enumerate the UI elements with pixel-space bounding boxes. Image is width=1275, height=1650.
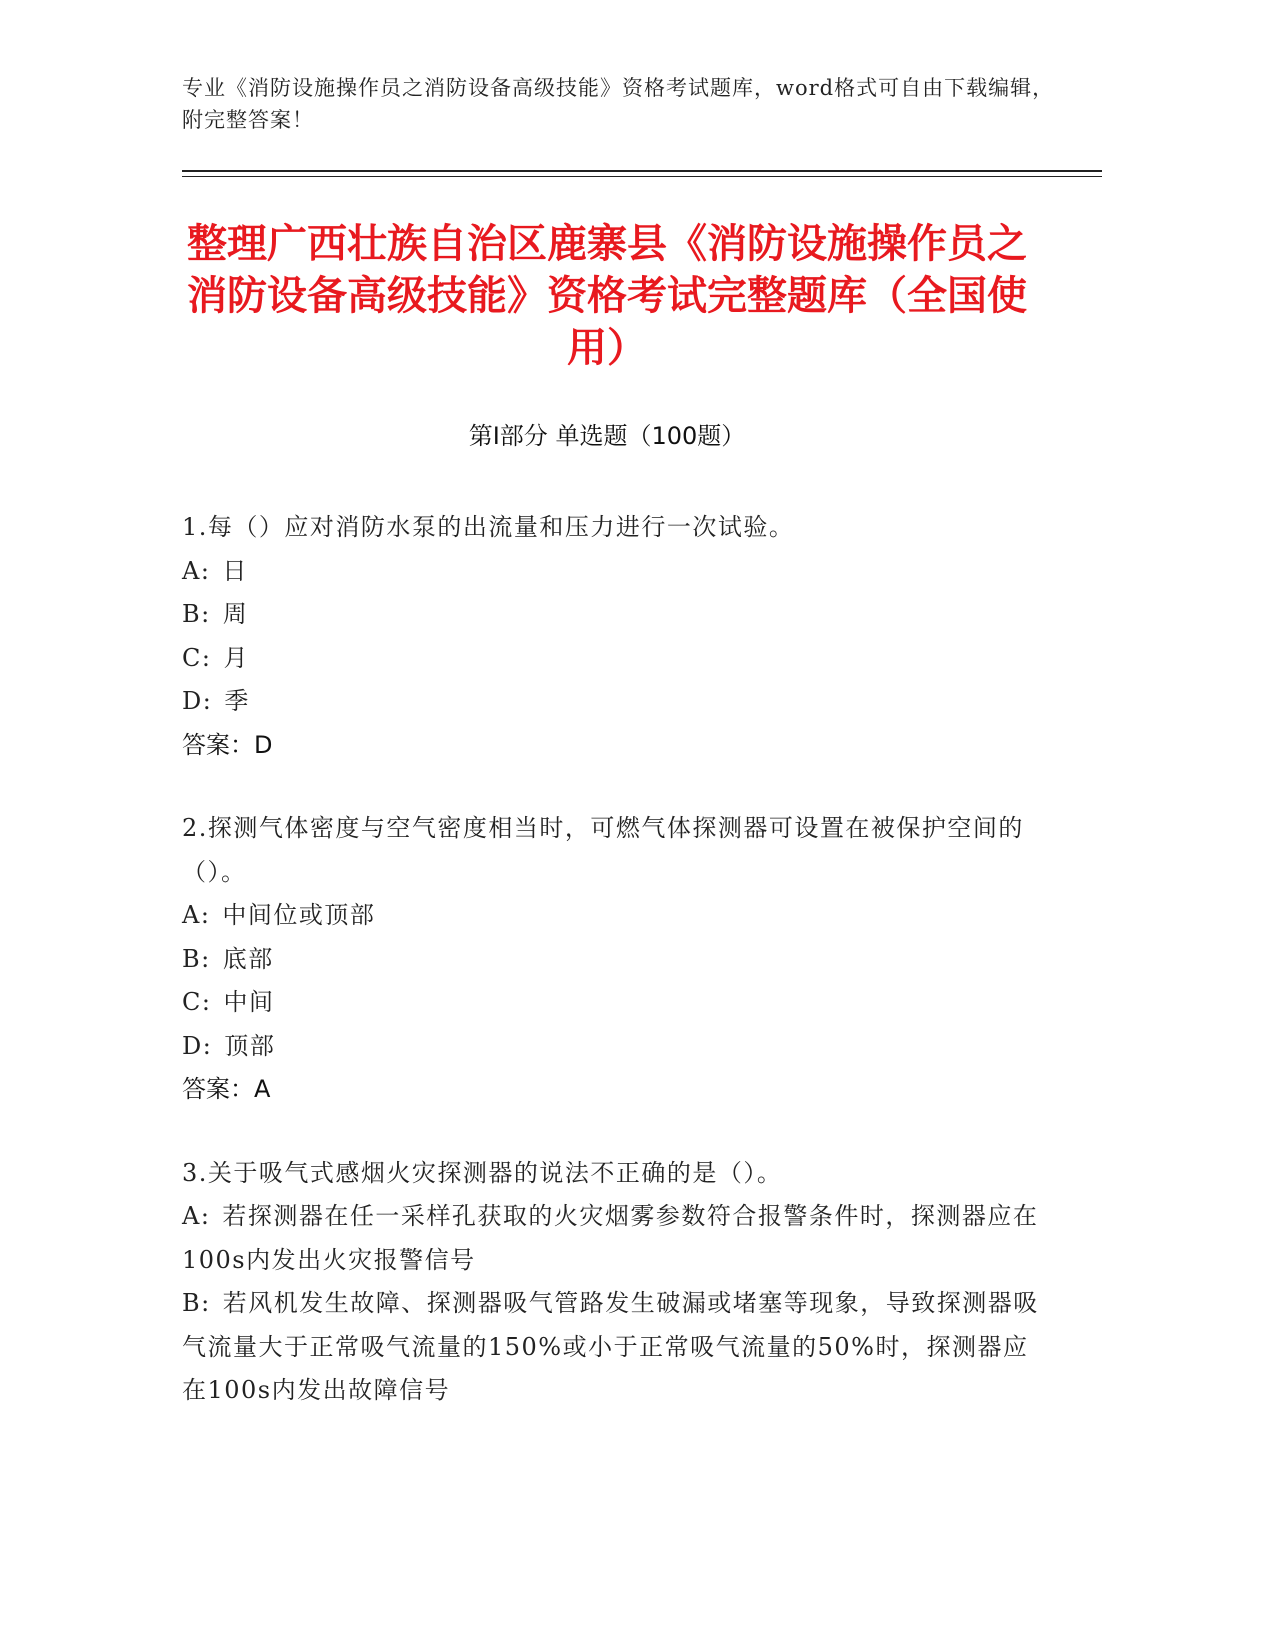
option-text: 中间位或顶部: [222, 901, 376, 929]
answer-option: [182, 938, 1042, 982]
option-key: A:: [182, 901, 211, 929]
question-list: [182, 506, 1042, 1453]
header-rule-thick: [182, 170, 1102, 172]
question-item: [182, 506, 1042, 767]
option-key: A:: [182, 1202, 211, 1230]
header-rule-thin: [182, 176, 1102, 177]
option-text: 季: [224, 687, 250, 715]
question-item: [182, 1152, 1042, 1413]
option-key: B:: [182, 1289, 211, 1317]
option-key: A:: [182, 556, 211, 585]
answer-option: [182, 680, 1042, 724]
document-title: 整理广西壮族自治区鹿寨县《消防设施操作员之消防设备高级技能》资格考试完整题库（全国使用）: [187, 221, 1027, 371]
option-text: 若探测器在任一采样孔获取的火灾烟雾参数符合报警条件时，探测器应在100s内发出火灾报警信号: [182, 1202, 1039, 1274]
option-text: 底部: [222, 944, 274, 973]
question-text: 2.探测气体密度与空气密度相当时，可燃气体探测器可设置在被保护空间的（）。: [182, 814, 1024, 886]
correct-answer: 答案：A: [182, 1075, 271, 1103]
option-text: 中间: [223, 988, 275, 1016]
option-text: 日: [222, 556, 248, 585]
question-text: 1.每（）应对消防水泵的出流量和压力进行一次试验。: [182, 513, 795, 541]
answer-option: [182, 894, 1042, 938]
option-key: B:: [182, 600, 211, 628]
option-key: D:: [182, 1031, 213, 1060]
option-key: B:: [182, 944, 211, 973]
option-text: 顶部: [224, 1031, 276, 1060]
option-key: C:: [182, 643, 212, 672]
header-note: 专业《消防设施操作员之消防设备高级技能》资格考试题库，word格式可自由下载编辑，附完整答案！: [182, 76, 1055, 132]
answer-option: [182, 1025, 1042, 1069]
option-key: C:: [182, 988, 212, 1016]
correct-answer: 答案：D: [182, 730, 273, 759]
answer-option: [182, 981, 1042, 1025]
answer-option: [182, 550, 1042, 594]
option-text: 周: [222, 600, 249, 628]
answer-option: [182, 1195, 1042, 1282]
question-item: [182, 807, 1042, 1112]
answer-option: [182, 593, 1042, 637]
option-text: 月: [223, 643, 249, 672]
answer-option: [182, 637, 1042, 681]
question-text: 3.关于吸气式感烟火灾探测器的说法不正确的是（）。: [182, 1158, 783, 1187]
option-text: 若风机发生故障、探测器吸气管路发生破漏或堵塞等现象，导致探测器吸气流量大于正常吸气流量的150%或小于正常吸气流量的50%时，探测器应在100s内发出故障信号: [182, 1289, 1039, 1404]
answer-option: [182, 1282, 1042, 1413]
section-heading: 第Ⅰ部分 单选题（100题）: [468, 422, 746, 450]
option-key: D:: [182, 687, 213, 715]
